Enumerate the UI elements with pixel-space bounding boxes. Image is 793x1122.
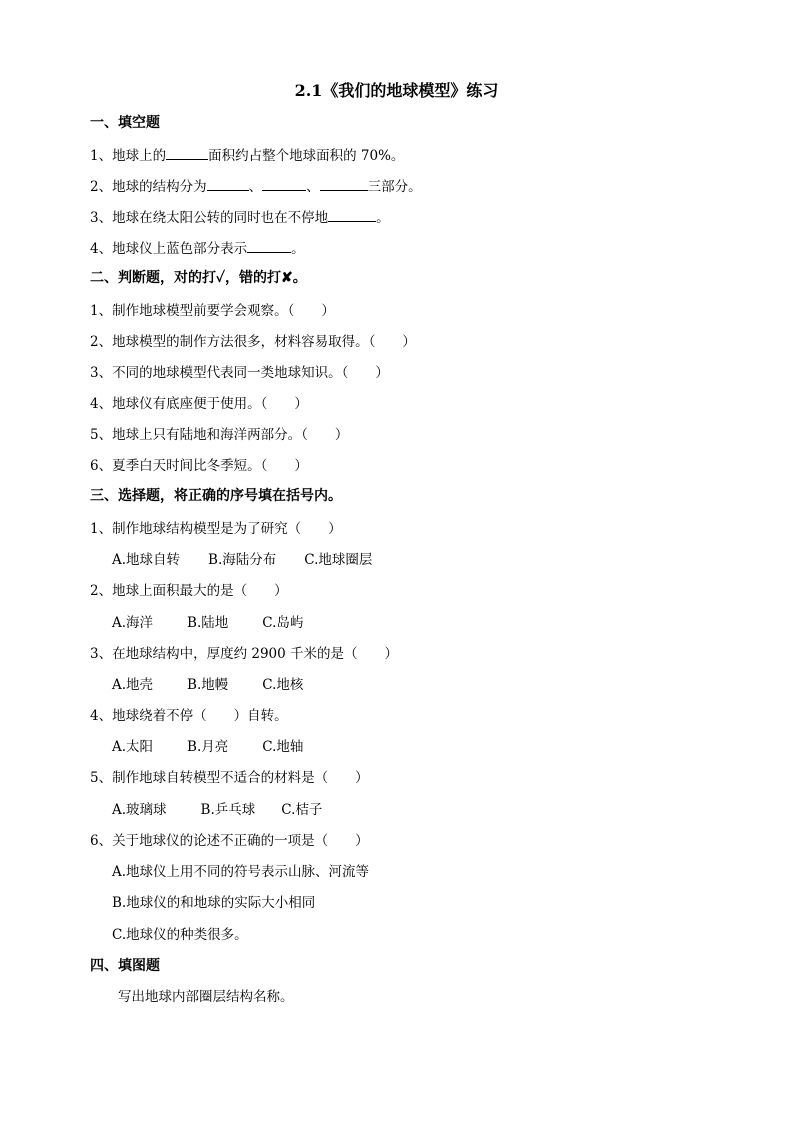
question-text: 1、地球上的 [90, 148, 167, 164]
option-b: B.陆地 [187, 615, 229, 631]
choice-question-1-stem: 1、制作地球结构模型是为了研究（ ） [90, 521, 342, 537]
fill-question-2 [90, 176, 422, 197]
judge-question-1: 1、制作地球模型前要学会观察。（ ） [90, 303, 335, 319]
option-a: A.地壳 [112, 677, 154, 693]
fill-question-3 [90, 207, 390, 228]
choice-question-5-stem: 5、制作地球自转模型不适合的材料是（ ） [90, 770, 369, 786]
section-4-instruction: 写出地球内部圈层结构名称。 [118, 989, 294, 1005]
question-text: 。 [291, 241, 305, 257]
question-text: 3、地球在绕太阳公转的同时也在不停地 [90, 210, 329, 226]
question-text: 2、地球的结构分为 [90, 179, 207, 195]
option-b: B.乒乓球 [200, 802, 256, 818]
answer-blank[interactable] [262, 176, 306, 191]
choice-question-4-stem: 4、地球绕着不停（ ）自转。 [90, 708, 288, 724]
judge-question-3: 3、不同的地球模型代表同一类地球知识。（ ） [90, 365, 389, 381]
separator: 、 [306, 179, 320, 195]
judge-question-5: 5、地球上只有陆地和海洋两部分。（ ） [90, 427, 349, 443]
answer-blank[interactable] [207, 176, 249, 191]
page-title: 2.1《我们的地球模型》练习 [294, 81, 499, 100]
judge-question-4: 4、地球仪有底座便于使用。（ ） [90, 396, 308, 412]
choice-question-3-options [112, 675, 303, 695]
separator: 、 [248, 179, 263, 195]
choice-question-5-options [112, 800, 322, 820]
answer-blank[interactable] [166, 145, 208, 160]
question-text: 4、地球仪上蓝色部分表示 [90, 241, 248, 257]
option-c: C.桔子 [281, 802, 323, 818]
choice-question-3-stem: 3、在地球结构中，厚度约 2900 千米的是（ ） [90, 646, 399, 662]
choice-question-6-stem: 6、关于地球仪的论述不正确的一项是（ ） [90, 833, 369, 849]
fill-question-1 [90, 145, 404, 166]
option-b: B.海陆分布 [208, 552, 277, 568]
option-c: C.地轴 [262, 739, 304, 755]
fill-question-4 [90, 238, 305, 259]
choice-question-1-options [112, 550, 372, 570]
question-text: 面积约占整个地球面积的 70%。 [208, 148, 405, 164]
section-3-heading: 三、选择题，将正确的序号填在括号内。 [90, 488, 342, 504]
choice-question-6-option-b: B.地球仪的和地球的实际大小相同 [112, 895, 316, 911]
question-text: 。 [376, 210, 390, 226]
question-text: 三部分。 [367, 179, 422, 195]
choice-question-4-options [112, 737, 303, 757]
answer-blank[interactable] [328, 207, 376, 222]
answer-blank[interactable] [320, 176, 368, 191]
judge-question-2: 2、地球模型的制作方法很多，材料容易取得。（ ） [90, 334, 416, 350]
answer-blank[interactable] [247, 238, 291, 253]
option-a: A.太阳 [112, 739, 154, 755]
option-b: B.月亮 [187, 739, 229, 755]
section-1-heading: 一、填空题 [90, 115, 160, 131]
option-a: A.玻璃球 [112, 802, 167, 818]
option-a: A.地球自转 [112, 552, 181, 568]
option-c: C.地球圈层 [304, 552, 373, 568]
choice-question-2-stem: 2、地球上面积最大的是（ ） [90, 583, 288, 599]
section-4-heading: 四、填图题 [90, 958, 160, 974]
option-b: B.地幔 [187, 677, 229, 693]
choice-question-6-option-a: A.地球仪上用不同的符号表示山脉、河流等 [112, 864, 370, 880]
option-c: C.地核 [262, 677, 304, 693]
choice-question-6-option-c: C.地球仪的种类很多。 [112, 927, 248, 943]
section-2-heading: 二、判断题，对的打✓，错的打✘。 [90, 270, 307, 286]
option-c: C.岛屿 [262, 615, 304, 631]
option-a: A.海洋 [112, 615, 154, 631]
choice-question-2-options [112, 613, 303, 633]
judge-question-6: 6、夏季白天时间比冬季短。（ ） [90, 458, 308, 474]
